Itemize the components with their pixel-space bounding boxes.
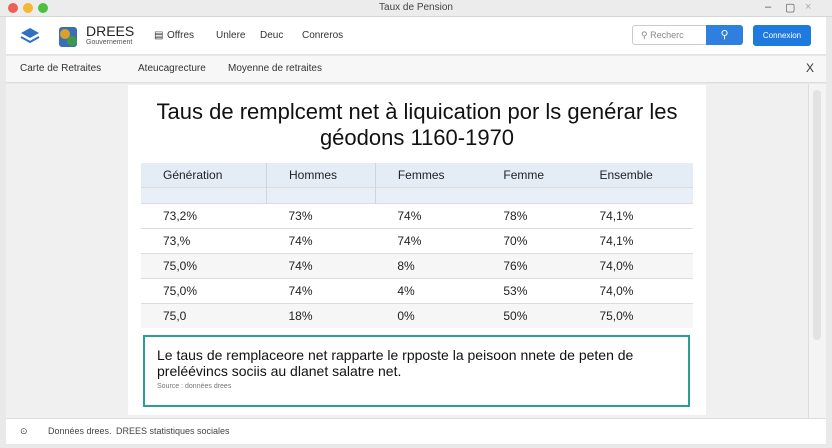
logo-icon[interactable] [56,23,80,49]
cell: 75,0 [141,303,267,328]
tab-carte-retraites[interactable]: Carte de Retraites [20,63,102,74]
table-subheader-row [141,187,693,203]
cell: 50% [481,303,577,328]
cell: 73,% [141,228,267,253]
nav-item-conreros[interactable]: Conreros [302,30,344,41]
note-text: Le taus de remplaceore net rapparte le rpposte la peisoon nnete de peten de preléévincs sociis au dlanet salatre net. [157,347,634,379]
scrollbar-thumb[interactable] [813,90,821,340]
nav-item-unlere[interactable]: Unlere [216,30,246,41]
cell: 75,0% [577,303,693,328]
definition-note [143,335,690,407]
column-header: Femmes [375,163,481,187]
page-title: Taus de remplcemt net à liquication por ls genérar les [156,99,678,124]
nav-item-deuc[interactable]: Deuc [260,30,284,41]
info-icon: ⊙ [20,426,28,436]
cell: 73% [267,203,376,228]
table-row [141,203,693,228]
cell: 74,0% [577,278,693,303]
cell: 53% [481,278,577,303]
cell: 4% [375,278,481,303]
cell: 74% [375,203,481,228]
cell: 70% [481,228,577,253]
vertical-scrollbar[interactable] [808,84,826,418]
toolbar [6,56,826,83]
footer-right-text: DREES statistiques sociales [116,426,230,436]
close-panel-button[interactable]: X [806,61,815,75]
minimize-button[interactable]: – [765,1,772,13]
close-button[interactable]: × [805,1,812,13]
connexion-button[interactable]: Connexion [753,25,811,46]
table-row [141,303,693,328]
cell: 75,0% [141,278,267,303]
report-card [128,85,706,415]
cell: 74% [267,228,376,253]
search-input[interactable] [632,25,706,45]
cell: 74,0% [577,253,693,278]
search-button[interactable] [706,25,743,45]
footer-left-text: Données drees. [48,426,112,436]
cell: 74,1% [577,203,693,228]
table-header-row [141,163,693,187]
logo-text[interactable]: DREES [86,23,135,39]
nav-item-offres[interactable]: Offres [167,30,195,41]
site-header [6,17,826,55]
column-header: Génération [141,163,267,187]
cell: 76% [481,253,577,278]
note-source: Source : données drees [157,383,232,390]
title-bar [0,0,832,17]
tab-ateucagrecture[interactable]: Ateucagrecture [138,63,206,74]
cell: 8% [375,253,481,278]
page-subtitle: géodons 1160-1970 [319,125,515,150]
column-header: Femme [481,163,577,187]
search-placeholder: Recherc [650,30,684,40]
search-icon: ⚲ [720,29,729,41]
window-title: Taux de Pension [379,2,453,13]
table-row [141,278,693,303]
table-row [141,253,693,278]
maximize-button[interactable]: ▢ [785,2,796,14]
tab-moyenne-retraites[interactable]: Moyenne de retraites [228,63,322,74]
cell: 74% [267,253,376,278]
cell: 0% [375,303,481,328]
cell: 74% [267,278,376,303]
status-bar [6,418,826,444]
cell: 75,0% [141,253,267,278]
column-header: Hommes [267,163,376,187]
content-area [6,84,808,418]
data-table [141,163,693,328]
logo-subtitle: Gouvernement [86,39,133,46]
cell: 18% [267,303,376,328]
cell: 74% [375,228,481,253]
cell: 78% [481,203,577,228]
column-header: Ensemble [577,163,693,187]
cell: 73,2% [141,203,267,228]
search-icon: ⚲ [641,30,651,40]
nav-offres-icon: ▤ [154,30,164,41]
layers-icon [20,27,40,45]
table-row [141,228,693,253]
cell: 74,1% [577,228,693,253]
